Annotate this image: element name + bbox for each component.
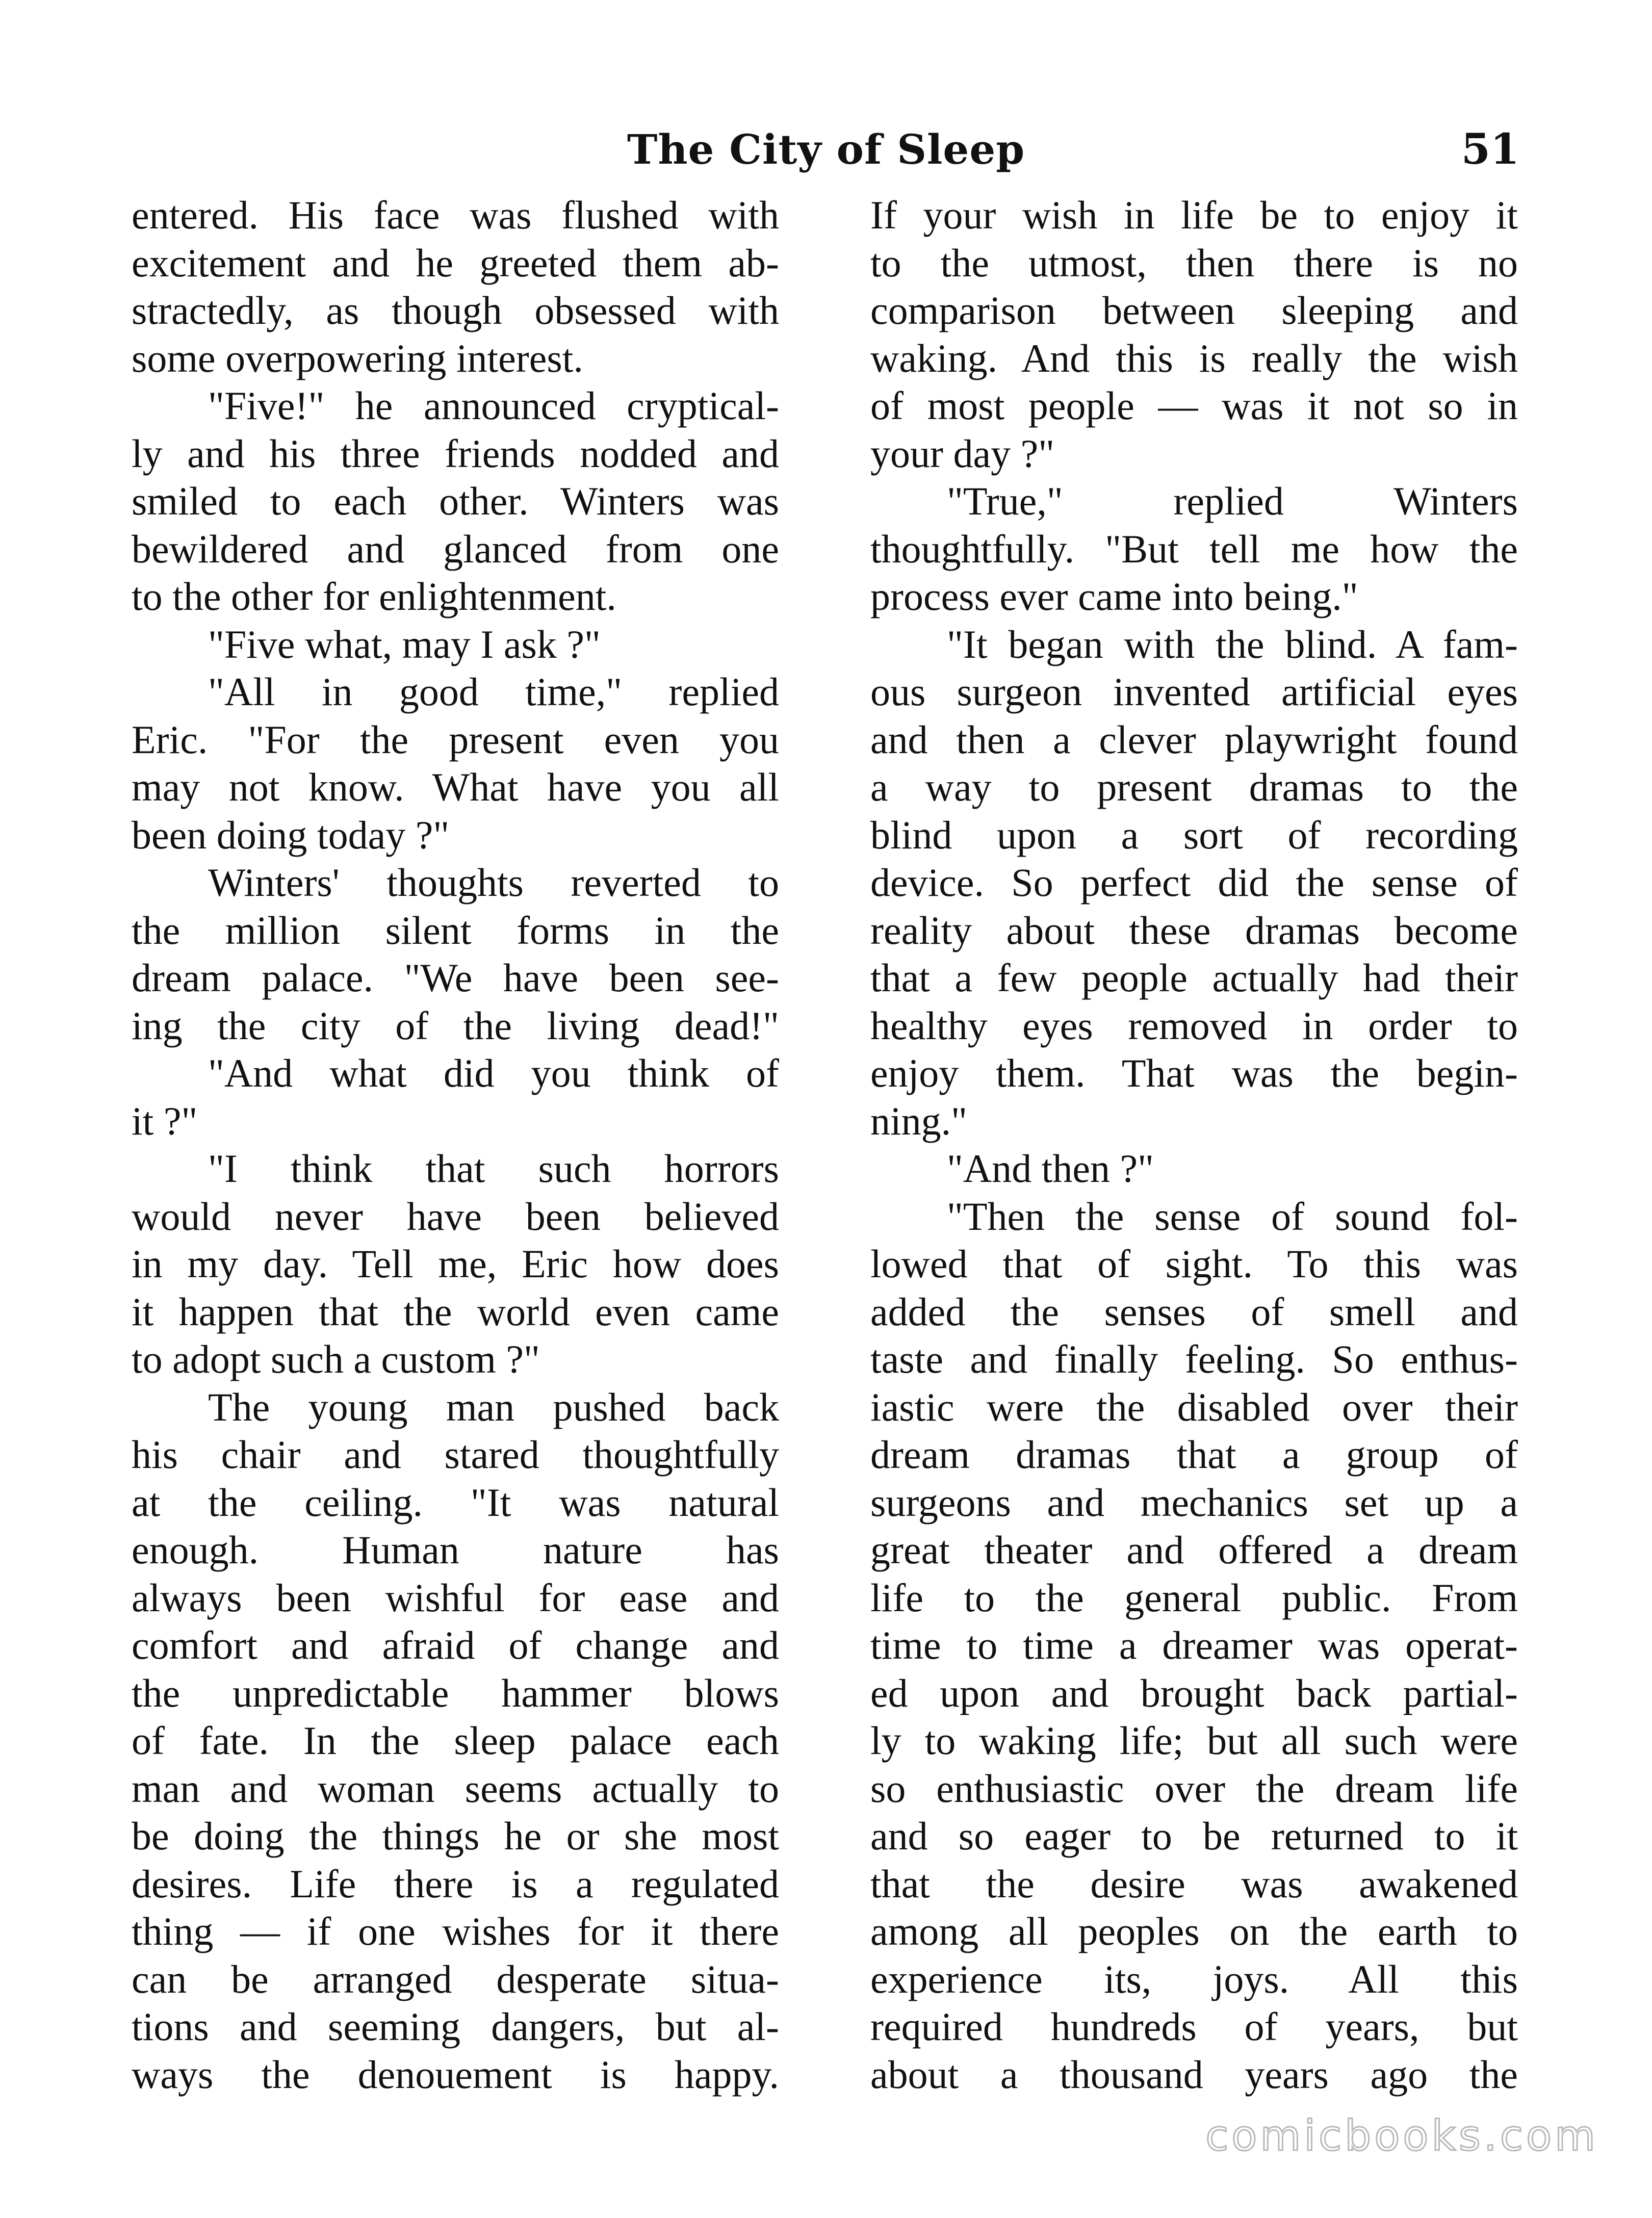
text-line: in my day. Tell me, Eric how does	[132, 1242, 779, 1286]
text-line: so enthusiastic over the dream life	[870, 1766, 1518, 1811]
text-line: Eric. "For the present even you	[132, 717, 779, 762]
text-line: it happen that the world even came	[132, 1289, 779, 1334]
text-line: If your wish in life be to enjoy it	[870, 193, 1518, 237]
text-line: "Five what, may I ask ?"	[208, 622, 601, 666]
text-line: "All in good time," replied	[208, 669, 779, 714]
page-header	[133, 121, 1519, 177]
text-line: lowed that of sight. To this was	[870, 1242, 1518, 1286]
text-line: and then a clever playwright found	[870, 717, 1518, 762]
left-text-column	[132, 191, 779, 2098]
text-line: of most people — was it not so in	[870, 383, 1518, 428]
text-line: "Five!" he announced cryptical-	[208, 383, 779, 428]
text-line: "Then the sense of sound fol-	[947, 1194, 1518, 1239]
text-line: be doing the things he or she most	[132, 1814, 779, 1858]
text-line: about a thousand years ago the	[870, 2052, 1518, 2097]
text-line: healthy eyes removed in order to	[870, 1003, 1518, 1048]
text-line: dream palace. "We have been see-	[132, 956, 779, 1000]
text-line: stractedly, as though obsessed with	[132, 288, 779, 332]
text-line: ed upon and brought back partial-	[870, 1670, 1518, 1715]
text-line: smiled to each other. Winters was	[132, 479, 779, 523]
text-line: tions and seeming dangers, but al-	[132, 2004, 779, 2049]
text-line: desires. Life there is a regulated	[132, 1861, 779, 1906]
text-line: ways the denouement is happy.	[132, 2052, 779, 2097]
text-line: taste and finally feeling. So enthus-	[870, 1337, 1518, 1381]
text-line: man and woman seems actually to	[132, 1766, 779, 1811]
text-line: comfort and afraid of change and	[132, 1623, 779, 1667]
text-line: entered. His face was flushed with	[132, 193, 779, 237]
text-line: thoughtfully. "But tell me how the	[870, 526, 1518, 571]
page-number: 51	[1461, 125, 1519, 174]
text-line: Winters' thoughts reverted to	[208, 860, 779, 905]
text-line: your day ?"	[870, 431, 1055, 476]
site-watermark: comicbooks.com	[1205, 2112, 1598, 2160]
text-line: to the utmost, then there is no	[870, 240, 1518, 285]
text-line: to the other for enlightenment.	[132, 574, 616, 618]
text-line: required hundreds of years, but	[870, 2004, 1518, 2049]
text-line: dream dramas that a group of	[870, 1432, 1518, 1477]
right-text-column	[870, 191, 1518, 2098]
text-line: always been wishful for ease and	[132, 1575, 779, 1620]
text-line: to adopt such a custom ?"	[132, 1337, 540, 1381]
text-line: life to the general public. From	[870, 1575, 1518, 1620]
text-line: enjoy them. That was the begin-	[870, 1051, 1518, 1095]
text-line: can be arranged desperate situa-	[132, 1956, 779, 2001]
running-title: The City of Sleep	[627, 125, 1025, 173]
text-line: reality about these dramas become	[870, 908, 1518, 952]
text-line: waking. And this is really the wish	[870, 336, 1518, 380]
text-line: The young man pushed back	[208, 1384, 779, 1429]
text-line: time to time a dreamer was operat-	[870, 1623, 1518, 1667]
text-line: thing — if one wishes for it there	[132, 1909, 779, 1953]
text-line: ous surgeon invented artificial eyes	[870, 669, 1518, 714]
text-line: would never have been believed	[132, 1194, 779, 1239]
text-line: may not know. What have you all	[132, 765, 779, 809]
text-line: "True," replied Winters	[947, 479, 1518, 523]
text-line: his chair and stared thoughtfully	[132, 1432, 779, 1477]
text-line: ing the city of the living dead!"	[132, 1003, 779, 1048]
text-line: the unpredictable hammer blows	[132, 1670, 779, 1715]
text-line: ly and his three friends nodded and	[132, 431, 779, 476]
text-line: experience its, joys. All this	[870, 1956, 1518, 2001]
text-line: of fate. In the sleep palace each	[132, 1718, 779, 1763]
text-line: iastic were the disabled over their	[870, 1384, 1518, 1429]
text-line: the million silent forms in the	[132, 908, 779, 952]
text-line: a way to present dramas to the	[870, 765, 1518, 809]
text-line: ly to waking life; but all such were	[870, 1718, 1518, 1763]
text-line: some overpowering interest.	[132, 336, 583, 380]
text-line: enough. Human nature has	[132, 1528, 779, 1572]
text-line: "I think that such horrors	[208, 1146, 779, 1191]
text-line: among all peoples on the earth to	[870, 1909, 1518, 1953]
text-line: excitement and he greeted them ab-	[132, 240, 779, 285]
text-line: at the ceiling. "It was natural	[132, 1480, 779, 1525]
text-line: added the senses of smell and	[870, 1289, 1518, 1334]
text-line: device. So perfect did the sense of	[870, 860, 1518, 905]
text-line: "It began with the blind. A fam-	[947, 622, 1518, 666]
text-line: that the desire was awakened	[870, 1861, 1518, 1906]
text-line: ning."	[870, 1098, 968, 1143]
text-line: process ever came into being."	[870, 574, 1358, 618]
text-line: that a few people actually had their	[870, 956, 1518, 1000]
text-line: been doing today ?"	[132, 812, 450, 857]
text-line: great theater and offered a dream	[870, 1528, 1518, 1572]
text-line: "And then ?"	[947, 1146, 1154, 1191]
text-line: it ?"	[132, 1098, 198, 1143]
text-line: surgeons and mechanics set up a	[870, 1480, 1518, 1525]
text-line: and so eager to be returned to it	[870, 1814, 1518, 1858]
text-line: "And what did you think of	[208, 1051, 779, 1095]
text-line: comparison between sleeping and	[870, 288, 1518, 332]
text-line: bewildered and glanced from one	[132, 526, 779, 571]
text-line: blind upon a sort of recording	[870, 812, 1518, 857]
